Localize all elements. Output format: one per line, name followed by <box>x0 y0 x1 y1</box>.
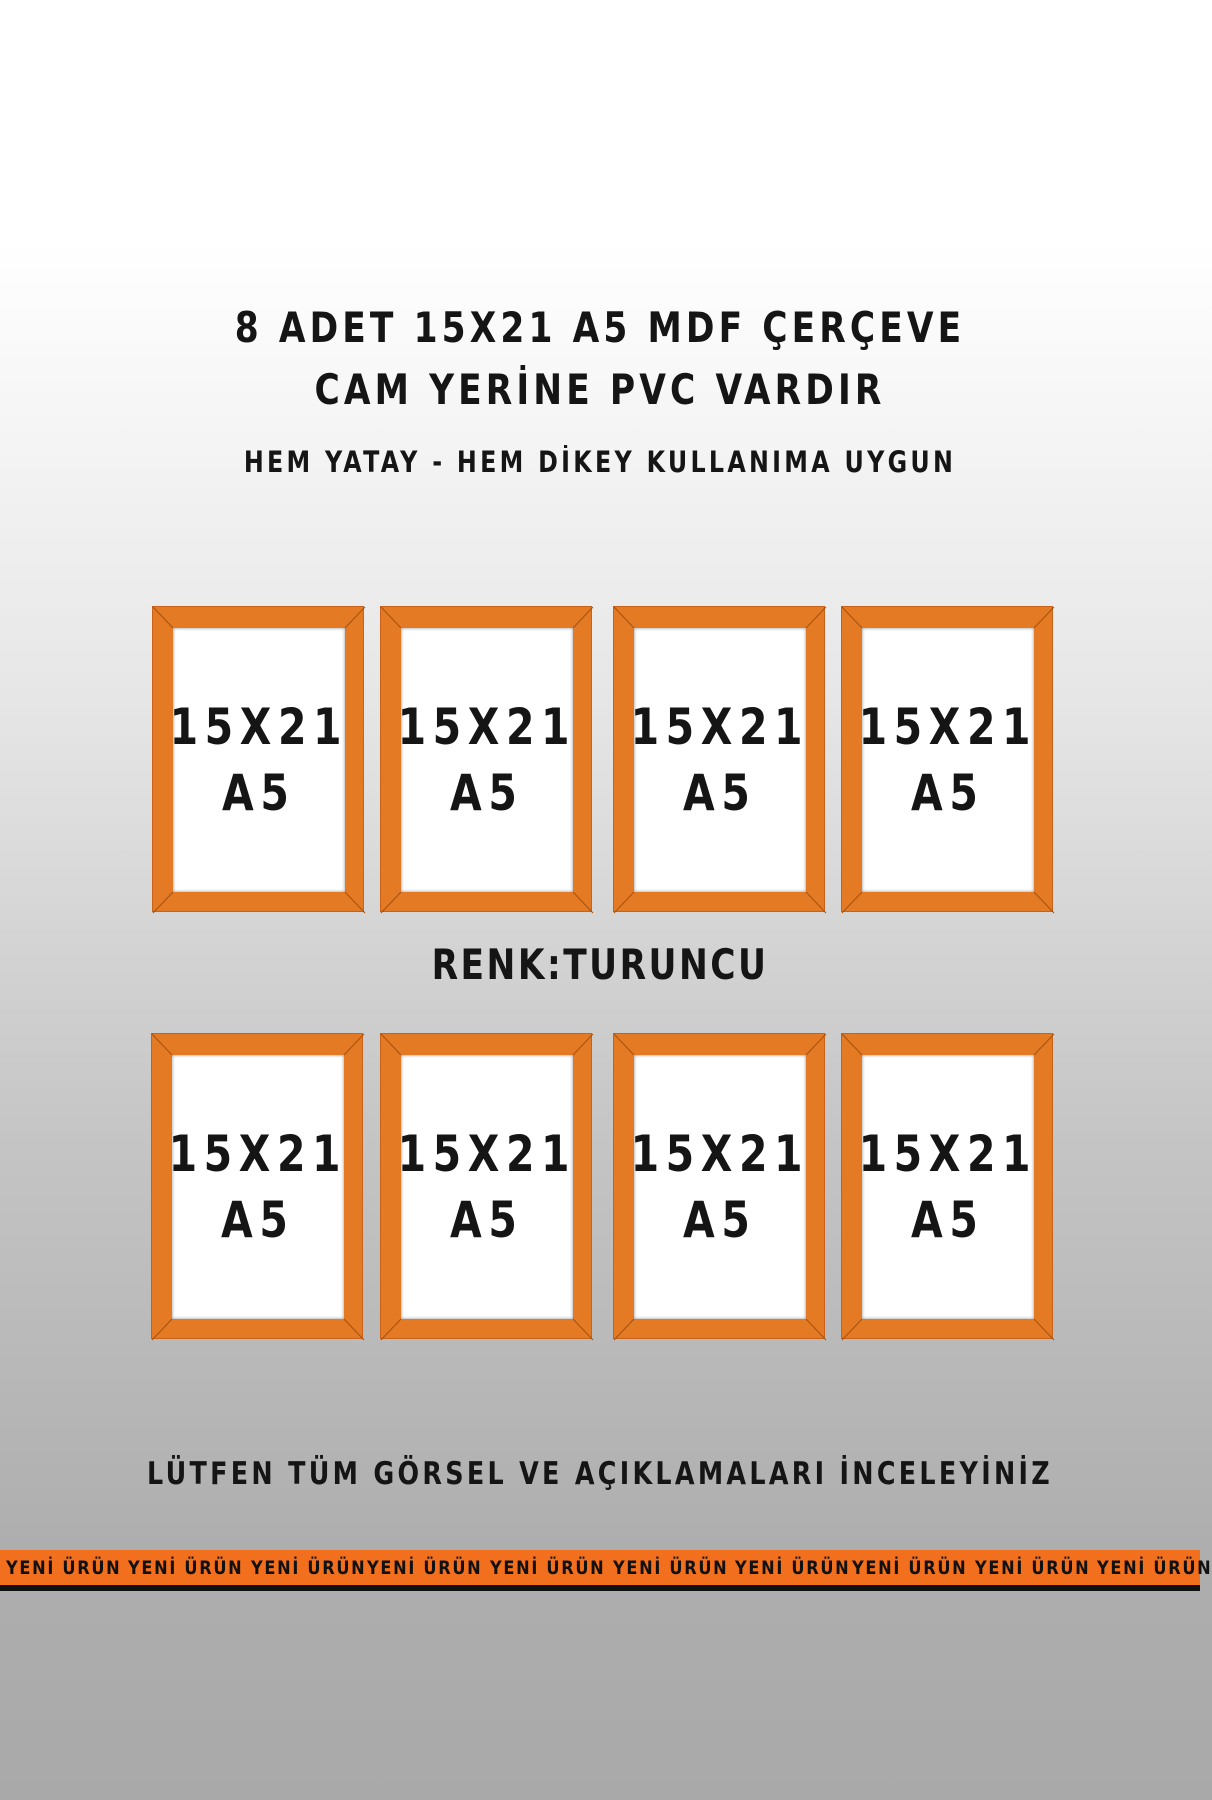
frame-format-label: A5 <box>221 1191 295 1249</box>
subtitle: HEM YATAY - HEM DİKEY KULLANIMA UYGUN <box>243 445 957 479</box>
ribbon-label: YENİ ÜRÜN <box>735 1557 851 1579</box>
frame-format-label: A5 <box>911 1191 985 1249</box>
ribbon-label: YENİ ÜRÜN <box>251 1557 367 1579</box>
frame-size-label: 15X21 <box>168 1125 348 1183</box>
color-label: RENK:TURUNCU <box>431 940 769 989</box>
title-line-1: 8 ADET 15X21 A5 MDF ÇERÇEVE <box>234 303 966 352</box>
frame-insert <box>630 1055 810 1319</box>
frame-2 <box>380 606 592 912</box>
frame-6 <box>380 1033 592 1339</box>
frame-size-label: 15X21 <box>630 698 810 756</box>
ribbon-label: YENİ ÜRÜN <box>613 1557 729 1579</box>
title-line-2: CAM YERİNE PVC VARDIR <box>314 365 886 414</box>
frame-format-label: A5 <box>450 764 524 822</box>
frame-insert <box>858 1055 1038 1319</box>
frame-size-label: 15X21 <box>169 698 349 756</box>
frame-insert <box>168 1055 348 1319</box>
frame-size-label: 15X21 <box>397 698 577 756</box>
frame-1 <box>152 606 364 912</box>
frame-insert <box>630 628 810 892</box>
ribbon-label: YENİ ÜRÜN <box>6 1557 122 1579</box>
frame-insert <box>397 628 577 892</box>
frame-size-label: 15X21 <box>397 1125 577 1183</box>
new-product-ribbon <box>0 1550 1212 1591</box>
ribbon-label: YENİ ÜRÜN <box>490 1557 606 1579</box>
frame-size-label: 15X21 <box>858 698 1038 756</box>
frame-7 <box>613 1033 825 1339</box>
frame-5 <box>151 1033 363 1339</box>
frame-format-label: A5 <box>911 764 985 822</box>
frame-format-label: A5 <box>450 1191 524 1249</box>
frame-8 <box>841 1033 1053 1339</box>
frame-insert <box>397 1055 577 1319</box>
frame-insert <box>169 628 349 892</box>
frame-4 <box>841 606 1053 912</box>
ribbon-label: YENİ ÜRÜN <box>975 1557 1091 1579</box>
frame-size-label: 15X21 <box>858 1125 1038 1183</box>
frame-format-label: A5 <box>683 1191 757 1249</box>
ribbon-label: YENİ ÜRÜN <box>852 1557 968 1579</box>
ribbon-label: YENİ ÜRÜN <box>128 1557 244 1579</box>
review-note: LÜTFEN TÜM GÖRSEL VE AÇIKLAMALARI İNCELEYİNİZ <box>147 1456 1053 1492</box>
frame-format-label: A5 <box>222 764 296 822</box>
frame-format-label: A5 <box>683 764 757 822</box>
ribbon-label: YENİ ÜRÜN <box>1097 1557 1212 1579</box>
frame-insert <box>858 628 1038 892</box>
frame-3 <box>613 606 825 912</box>
frame-size-label: 15X21 <box>630 1125 810 1183</box>
ribbon-label: YENİ ÜRÜN <box>367 1557 483 1579</box>
